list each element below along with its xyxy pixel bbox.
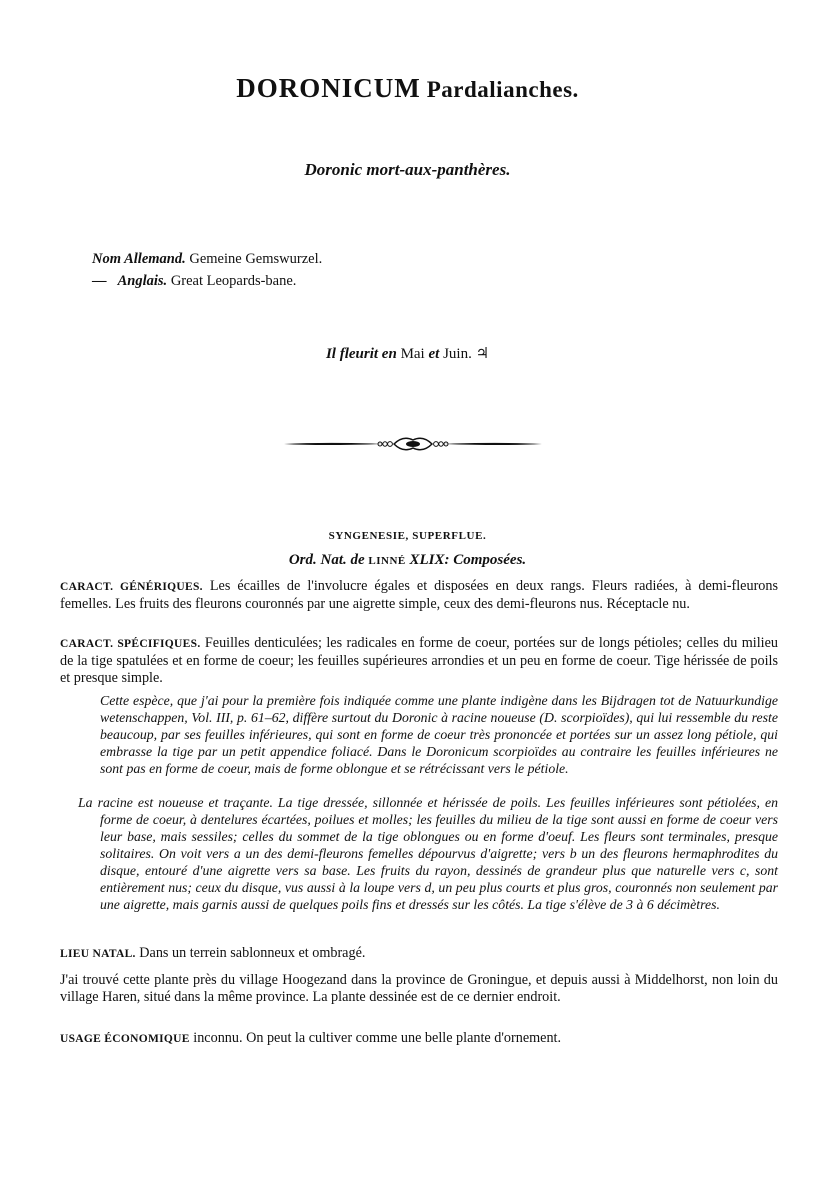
- lieu-text: Dans un terrein sablonneux et ombragé.: [139, 945, 366, 961]
- collection-locality: J'ai trouvé cette plante près du village Hoogezand dans la province de Groningue, et depuis aussi à Middelhorst, non loin du village Haren, situé dans la même province. La plante dessinée est de ce dernier endroit.: [60, 972, 778, 1005]
- specific-characters: [60, 635, 778, 687]
- observation-paragraph-2: La racine est noueuse et traçante. La tige dressée, sillonnée et hérissée de poils. Les feuilles inférieures sont pétiolées, en forme de coeur, à dentelures écartées, poilues et molles; les feuilles du milieu de la tige sont aussi en forme de coeur vers leur base, mais sessiles; celles du sommet de la tige oblongues ou en forme d'oeuf. Les fleurs sont terminales, presque solitaires. On voit vers a un des demi-fleurons femelles dépourvus d'aigrette; vers b un des fleurons hermaphrodites du disque, entouré d'une aigrette vers sa base. Les fruits du rayon, dessinés de grandeur plus que naturelle vers c, sont entièrement nus; ceux du disque, vus aussi à la loupe vers d, un peu plus courts et plus gros, couronnés non seulement par une aigrette, mais garnis aussi de quelques poils fins et dressés sur les côtés. La tige s'élève de 3 à 6 décimètres.: [78, 795, 778, 912]
- order-name: Composées.: [453, 552, 527, 568]
- flowering-month-1: Mai: [400, 346, 425, 362]
- english-name-line: [92, 270, 322, 292]
- flowering-month-2: Juin.: [443, 346, 472, 362]
- specific-text: Feuilles denticulées; les radicales en forme de coeur, portées sur de longs pétioles; celles du milieu de la tige spatulées et en forme de coeur; les feuilles supérieures arrondies et un peu en forme de coeur. Tige hérissée de poils et presque simple.: [60, 635, 778, 686]
- class-heading: SYNGENESIE, SUPERFLUE.: [328, 530, 487, 542]
- order-number: XLIX:: [409, 552, 450, 568]
- usage-text: inconnu. On peut la cultiver comme une belle plante d'ornement.: [193, 1030, 562, 1046]
- species-name: Pardalianches.: [426, 77, 579, 102]
- observation-paragraph-1: Cette espèce, que j'ai pour la première fois indiquée comme une plante indigène dans les Bijdragen tot de Natuurkundige wetenschappen, Vol. III, p. 61–62, diffère surtout du Doronic à racine noueuse (D. scorpioïdes), qui lui ressemble du reste beaucoup, par ses feuilles inférieures, qui sont en forme de coeur très prononcée et portées sur un assez long pétiole, qui embrasse la tige par un petit appendice foliacé. Dans le Doronicum scorpioïdes au contraire les feuilles inférieures ne sont pas en forme de coeur, mais de forme oblongue et se rétrécissant vers le pétiole.: [100, 693, 778, 776]
- economic-use: [60, 1030, 778, 1048]
- german-name: Gemeine Gemswurzel.: [189, 251, 323, 267]
- french-common-name: Doronic mort-aux-panthères.: [304, 160, 511, 179]
- vernacular-names: [92, 248, 322, 292]
- genus-name: DORONICUM: [236, 73, 421, 103]
- order-author: LINNÉ: [368, 555, 406, 567]
- english-label: Anglais.: [117, 273, 168, 289]
- usage-label: USAGE ÉCONOMIQUE: [60, 1033, 190, 1045]
- lieu-label: LIEU NATAL.: [60, 948, 136, 960]
- generic-text: Les écailles de l'involucre égales et disposées en deux rangs. Fleurs radiées, à demi-fleurons femelles. Les fruits des fleurons couronnés par une aigrette simple, ceux des demi-fleurons nus. Réceptacle nu.: [60, 578, 778, 612]
- generic-label: CARACT. GÉNÉRIQUES.: [60, 581, 203, 593]
- perennial-symbol: ♃: [475, 346, 490, 362]
- ditto-dash: —: [92, 273, 107, 289]
- german-name-line: [92, 248, 322, 270]
- english-name: Great Leopards-bane.: [170, 273, 297, 289]
- order-prefix: Ord. Nat. de: [288, 552, 365, 568]
- specific-label: CARACT. SPÉCIFIQUES.: [60, 638, 201, 650]
- native-habitat: [60, 945, 778, 963]
- flowering-period: [0, 344, 815, 363]
- generic-characters: [60, 578, 778, 613]
- flowering-prefix: Il fleurit en: [325, 346, 397, 362]
- german-label: Nom Allemand.: [92, 251, 186, 267]
- ornamental-divider: [282, 434, 544, 454]
- flowering-conjunction: et: [428, 346, 440, 362]
- order-heading: [0, 552, 815, 569]
- page-title: [0, 68, 815, 105]
